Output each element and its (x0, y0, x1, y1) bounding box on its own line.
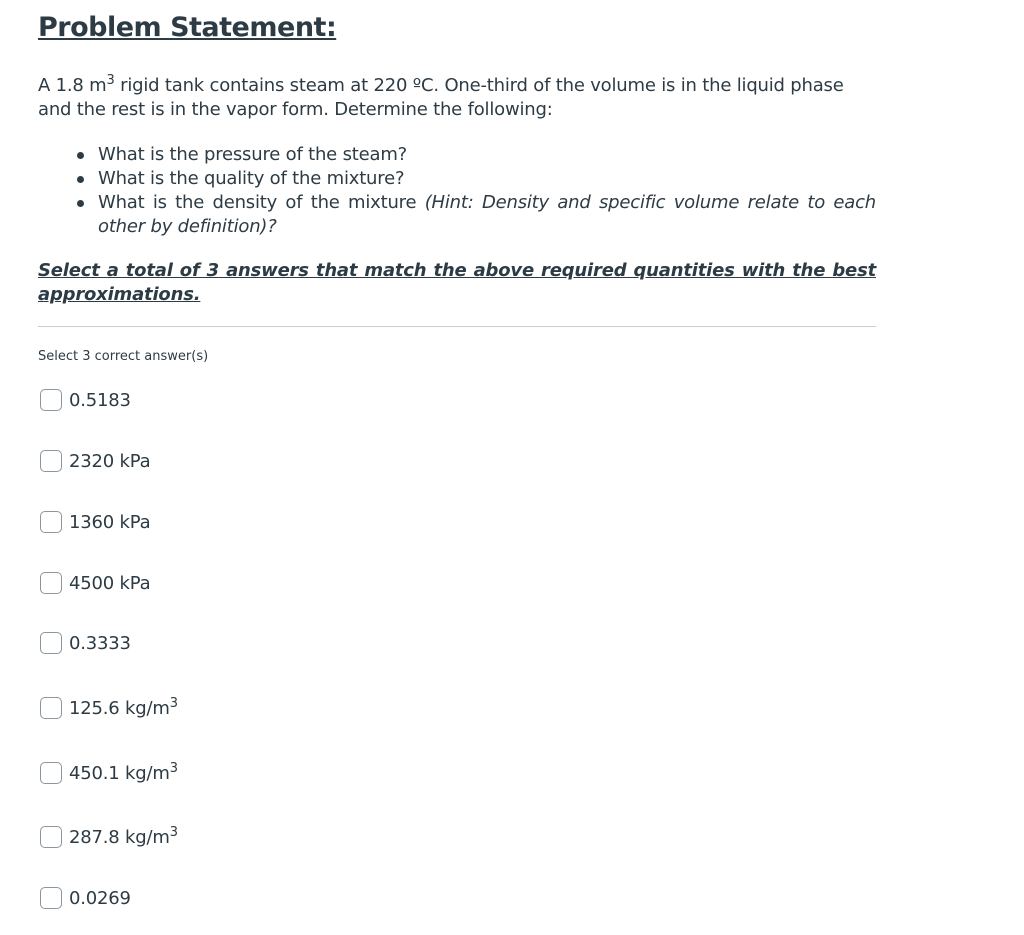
answer-superscript: 3 (169, 760, 178, 776)
answer-label (69, 451, 150, 472)
answer-checkbox[interactable] (40, 450, 62, 472)
answer-checkbox[interactable] (40, 762, 62, 784)
answer-option[interactable] (40, 387, 131, 413)
problem-title: Problem Statement: (38, 12, 337, 43)
answer-label (69, 824, 178, 848)
answer-instruction: Select a total of 3 answers that match the above required quantities with the best approximations. (38, 260, 876, 305)
answer-label (69, 695, 178, 719)
statement-superscript: 3 (106, 73, 115, 88)
answer-checkbox[interactable] (40, 572, 62, 594)
answer-label (69, 633, 131, 654)
select-count-label: Select 3 correct answer(s) (38, 349, 209, 364)
answer-label (69, 760, 178, 784)
question-text: What is the density of the mixture (98, 192, 425, 213)
answer-value: 287.8 kg/m (69, 826, 170, 848)
answer-checkbox[interactable] (40, 389, 62, 411)
question-text: What is the pressure of the steam? (98, 144, 408, 165)
answer-value: 2320 kPa (69, 450, 151, 472)
answer-value: 4500 kPa (69, 572, 151, 594)
answer-option[interactable] (40, 885, 131, 911)
answer-checkbox[interactable] (40, 826, 62, 848)
answer-option[interactable] (40, 570, 150, 596)
answer-value: 0.3333 (69, 632, 131, 654)
answer-option[interactable] (40, 760, 178, 786)
answer-superscript: 3 (169, 824, 178, 840)
answer-superscript: 3 (169, 695, 178, 711)
question-hint: (Hint: Density and specific volume relate to each other by definition)? (98, 192, 876, 237)
answer-value: 0.5183 (69, 389, 131, 411)
answer-label (69, 512, 150, 533)
answer-label (69, 888, 131, 909)
answer-option[interactable] (40, 630, 131, 656)
section-divider (38, 326, 876, 327)
answer-label (69, 573, 150, 594)
answer-value: 450.1 kg/m (69, 762, 170, 784)
answer-checkbox[interactable] (40, 887, 62, 909)
question-list (38, 143, 876, 239)
answer-value: 1360 kPa (69, 511, 151, 533)
answer-checkbox[interactable] (40, 697, 62, 719)
problem-statement (38, 74, 876, 122)
answer-checkbox[interactable] (40, 511, 62, 533)
question-item (98, 191, 876, 239)
answer-option[interactable] (40, 824, 178, 850)
question-item (98, 167, 876, 191)
answer-label (69, 390, 131, 411)
statement-text-start: A 1.8 m (38, 75, 107, 96)
answer-value: 125.6 kg/m (69, 697, 170, 719)
answer-checkbox[interactable] (40, 632, 62, 654)
answer-option[interactable] (40, 695, 178, 721)
answer-option[interactable] (40, 509, 150, 535)
answer-option[interactable] (40, 448, 150, 474)
question-item (98, 143, 876, 167)
answer-value: 0.0269 (69, 887, 131, 909)
statement-text-end: rigid tank contains steam at 220 ºC. One-third of the volume is in the liquid phase and the rest is in the vapor form. Determine the following: (38, 75, 844, 120)
question-text: What is the quality of the mixture? (98, 168, 405, 189)
